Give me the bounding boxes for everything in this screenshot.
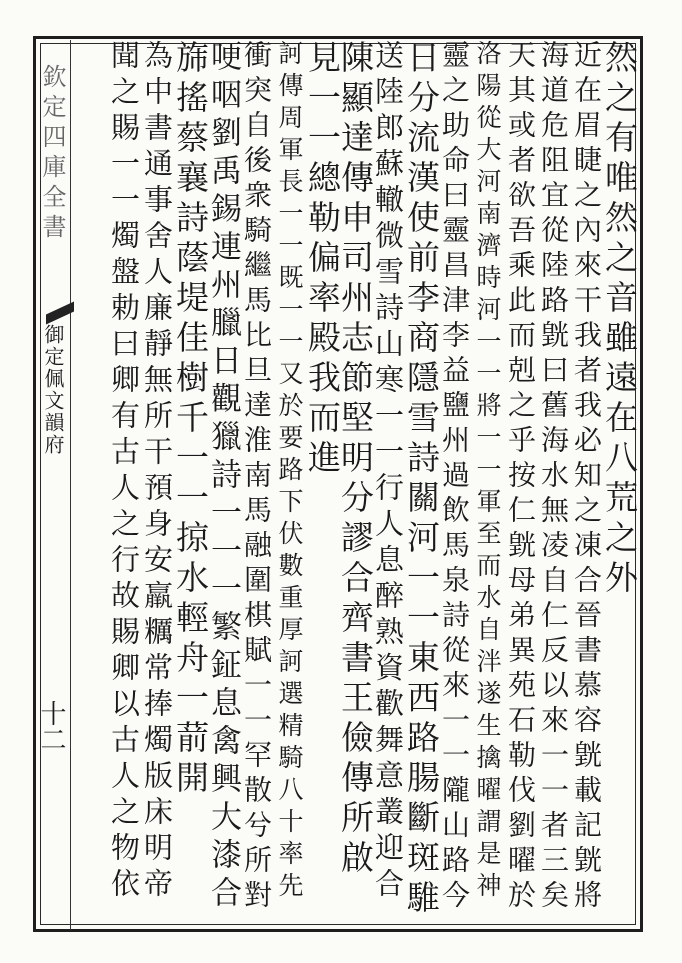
text-column: 靈之助命曰靈昌津李益鹽州過飲馬泉詩從來一一隴山路今 xyxy=(438,40,471,915)
text-column: 聞之賜一一燭盤勅曰卿有古人之行故賜卿以古人之物依 xyxy=(107,40,141,904)
book-title: 御定佩文韻府 xyxy=(41,324,65,456)
spine-fragment: 欽定四庫全書 xyxy=(38,64,66,244)
text-column: 送陸郎蘇轍微雪詩山寒一一行人息醉熟資歡舞意叢迎合 xyxy=(371,40,405,904)
text-column: 日分流漢使前李商隱雪詩關河一一東西路腸斷斑騅 xyxy=(402,40,441,920)
text-column: 為中書通事舍人廉靜無所干預身安羸糲常捧燭版床明帝 xyxy=(140,40,174,904)
text-column: 陳顯達傳申司州志節堅明分謬合齊書王儉傳所啟 xyxy=(336,40,375,880)
text-column: 海道危阻宜從陸路皝曰舊海水無凌自仁反以來一一者三矣 xyxy=(537,40,570,915)
text-column: 近在眉睫之內來干我者我必知之凍合晉書慕容皝載記皝將 xyxy=(570,40,603,915)
text-column: 見一一總勒偏率殿我而進 xyxy=(303,40,342,480)
text-column: 訶傳周軍長一一既一一又於要路下伏數重厚訶選精騎八十率先 xyxy=(275,40,304,904)
text-column: 哽咽劉禹錫連州臘日觀獵詩一一一繁鉦息禽興大漆合 xyxy=(205,40,241,914)
text-column: 然之有唯然之音雖遠在八荒之外 xyxy=(600,40,639,600)
text-column: 旆搖蔡襄詩蔭堤佳樹千一一掠水輕舟一葥開 xyxy=(171,40,210,800)
text-column: 天其或者欲吾乘此而剋之乎按仁皝母弟異苑石勒伐劉曜於 xyxy=(504,40,537,915)
folio-number: 十二 xyxy=(36,700,66,752)
text-column: 洛陽從大河南濟時河一一將一一軍至而水自泮遂生擒曜謂是神 xyxy=(473,40,502,904)
text-column: 衝突自後衆騎繼馬比旦達淮南馬融圍棋賦一一罕散兮所對 xyxy=(240,40,273,915)
